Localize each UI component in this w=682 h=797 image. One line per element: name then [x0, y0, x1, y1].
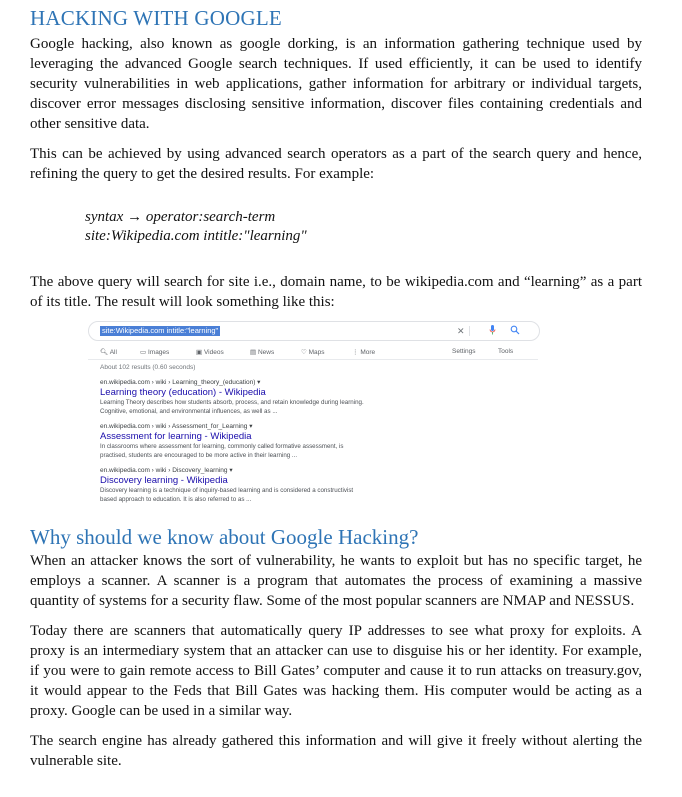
result-title[interactable]: Discovery learning - Wikipedia	[100, 475, 228, 486]
more-dots-icon: ⋮	[352, 349, 359, 356]
result-snippet-line: Cognitive, emotional, and environmental influences, as well as ...	[100, 407, 278, 415]
code-syntax-line: syntax → operator:search-term	[85, 209, 276, 225]
search-result	[100, 466, 530, 504]
result-title[interactable]: Assessment for learning - Wikipedia	[100, 431, 252, 442]
tab-tools[interactable]: Tools	[498, 348, 514, 355]
result-snippet-line: based approach to education. It is also referred to as ...	[100, 495, 252, 503]
operators-paragraph: This can be achieved by using advanced search operators as a part of the search query and hence, refining the query to get the desired results. For example:	[30, 146, 642, 182]
search-divider	[469, 326, 470, 336]
heading-hacking-with-google: HACKING WITH GOOGLE	[30, 6, 282, 30]
heading-why-google-hacking: Why should we know about Google Hacking?	[30, 525, 419, 549]
search-box[interactable]	[88, 321, 540, 341]
tab-more-label: More	[360, 349, 376, 356]
search-query-text: site:Wikipedia.com intitle:"learning"	[102, 326, 219, 335]
lower-section	[30, 525, 642, 771]
result-snippet-line: practised, students are encouraged to be more active in their learning ...	[100, 451, 298, 459]
query-explanation-paragraph: The above query will search for site i.e., domain name, to be wikipedia.com and “learning” as a part of its title. The result will look something like this:	[30, 274, 642, 310]
map-pin-icon: ♡	[301, 349, 307, 356]
tab-news[interactable]	[250, 348, 274, 356]
tab-settings[interactable]: Settings	[452, 348, 476, 355]
tab-images[interactable]	[140, 348, 169, 356]
tab-maps-label: Maps	[308, 349, 325, 356]
tabs-divider	[88, 359, 538, 360]
result-url[interactable]: en.wikipedia.com › wiki › Assessment_for_Learning ▾	[100, 423, 253, 430]
tab-all-label: All	[109, 349, 117, 356]
search-result	[100, 378, 530, 416]
result-title[interactable]: Learning theory (education) - Wikipedia	[100, 387, 266, 398]
result-snippet-line: In classrooms where assessment for learning, commonly called formative assessment, is	[100, 443, 344, 450]
result-url[interactable]: en.wikipedia.com › wiki › Discovery_learning ▾	[100, 467, 233, 474]
image-icon: ▭	[140, 349, 147, 356]
search-icon[interactable]	[510, 325, 520, 338]
tab-news-label: News	[257, 349, 275, 356]
result-snippet-line: Discovery learning is a technique of inquiry-based learning and is considered a constructivist	[100, 487, 354, 494]
search-tabs	[100, 348, 530, 358]
code-example-line: site:Wikipedia.com intitle:"learning"	[85, 228, 307, 244]
mic-icon[interactable]	[489, 325, 496, 338]
video-icon: ▣	[196, 349, 203, 356]
close-icon[interactable]: ✕	[457, 326, 465, 336]
tab-images-label: Images	[147, 349, 170, 356]
google-search-screenshot	[88, 321, 546, 503]
result-url[interactable]: en.wikipedia.com › wiki › Learning_theory_(education) ▾	[100, 379, 261, 386]
search-engine-paragraph: The search engine has already gathered this information and will give it freely without alerting the vulnerable site.	[30, 733, 642, 769]
tab-maps[interactable]	[301, 348, 325, 356]
result-count: About 102 results (0.60 seconds)	[100, 364, 196, 371]
search-result	[100, 422, 530, 460]
proxy-paragraph: Today there are scanners that automatically query IP addresses to see what proxy for exploits. A proxy is an intermediary system that an attacker can use to disguise his or her identity. For example, if you were to gain remote access to Bill Gates’ computer and cause it to run attacks on treasury.gov, it would appear to the Feds that Bill Gates was hacking them. His computer would be acting as a proxy. Google can be used in a similar way.	[30, 623, 642, 719]
tab-more[interactable]	[352, 348, 375, 356]
intro-paragraph: Google hacking, also known as google dorking, is an information gathering technique used by leveraging the advanced Google search techniques. If used efficiently, it can be used to identify security vulnerabilities in web applications, gather information for arbitrary or individual targets, discover error messages disclosing sensitive information, discover files containing credentials and other sensitive data.	[30, 36, 642, 132]
news-icon: ▤	[250, 349, 257, 356]
tab-videos[interactable]	[196, 348, 224, 356]
document-page	[30, 6, 642, 184]
tab-videos-label: Videos	[203, 349, 224, 356]
scanner-paragraph: When an attacker knows the sort of vulnerability, he wants to exploit but has no specific target, he employs a scanner. A scanner is a program that automates the process of examining a massive quantity of systems for a security flaw. Some of the most popular scanners are NMAP and NESSUS.	[30, 553, 642, 609]
tab-all[interactable]	[100, 348, 117, 356]
result-snippet-line: Learning Theory describes how students absorb, process, and retain knowledge during learning.	[100, 399, 364, 406]
search-small-icon: 🔍︎	[100, 349, 109, 356]
